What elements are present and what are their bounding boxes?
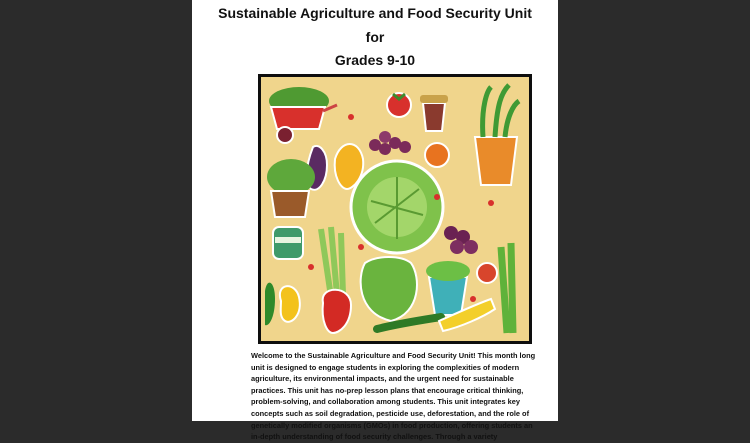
vegetable-illustration xyxy=(258,74,532,344)
document-page xyxy=(192,0,558,442)
document-title: Sustainable Agriculture and Food Security Unit xyxy=(218,5,532,21)
grade-level: Grades 9-10 xyxy=(334,52,416,68)
vegetable-illustration-graphic xyxy=(261,77,529,341)
title-for: for xyxy=(365,29,385,45)
intro-paragraph: Welcome to the Sustainable Agriculture and Food Security Unit! This month long unit is designed to engage students in exploring the complexities of modern agriculture, its environmental impacts, and the urgent need for sustainable practices. This unit has no-prep lesson plans that encourage critical thinking, problem-solving, and collaboration among students. This unit integrates key concepts such as soil degradation, pesticide use, deforestation, and the role of genetically modified organisms (GMOs) in food production, offering students an in-depth understanding of food security challenges. Through a variety xyxy=(251,351,536,442)
